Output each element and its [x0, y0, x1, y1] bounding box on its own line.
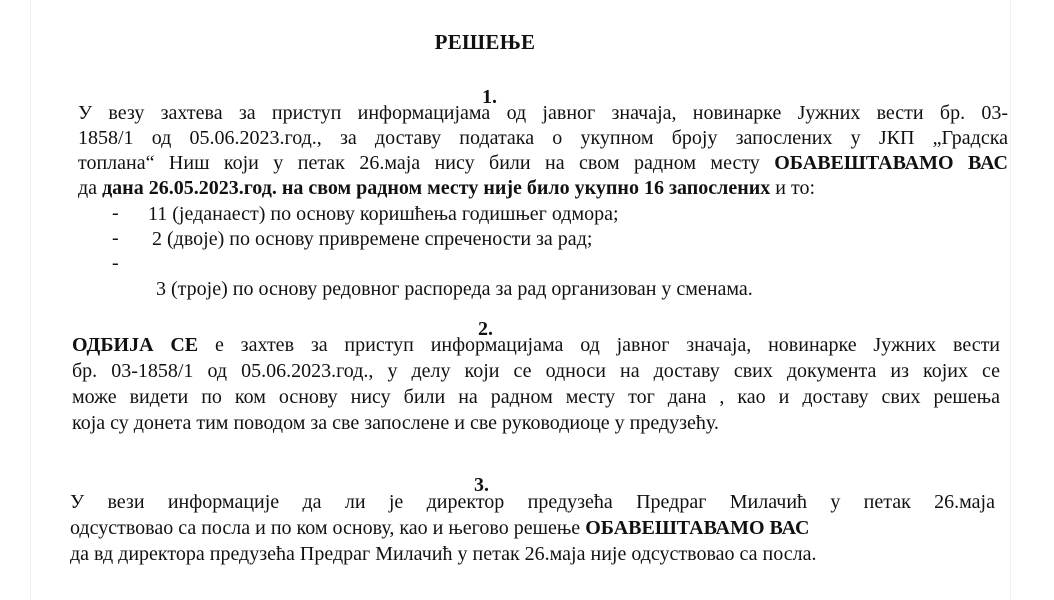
scan-edge-right	[1010, 0, 1011, 600]
bullet-item-3: 3 (троје) по основу редовног распореда за рад организован у сменама.	[156, 278, 753, 300]
section-1-line-3: топлана“ Ниш који у петак 26.маја нису били на свом радном месту ОБАВЕШТАВАМО ВАС	[78, 152, 1008, 174]
scan-edge-left	[30, 0, 31, 600]
section-2-line-1: ОДБИЈА СЕ е захтев за приступ информацијама од јавног значаја, новинарке Јужних вести	[72, 334, 1001, 356]
section-3-line-2: одсуствовао са посла и по ком основу, као и његово решење ОБАВЕШТАВАМО ВАС	[70, 517, 810, 539]
document-title: РЕШЕЊЕ	[434, 30, 536, 54]
section-3-line-1: У вези информације да ли је директор предузећа Предраг Милачић у петак 26.маја	[70, 491, 995, 513]
section-1-line-2: 1858/1 од 05.06.2023.год., за доставу података о укупном броју запослених у ЈКП „Градска	[78, 127, 1008, 149]
bullet-marker: -	[112, 202, 119, 224]
section-2-number: 2.	[478, 318, 493, 340]
bullet-marker: -	[112, 252, 119, 274]
bullet-item-2: 2 (двоје) по основу привремене спречености за рад;	[152, 228, 593, 250]
section-1-line-1: У везу захтева за приступ информацијама од јавног значаја, новинарке Јужних вести бр. 03-	[78, 102, 1008, 124]
section-1-number: 1.	[482, 86, 497, 108]
section-3-number: 3.	[474, 474, 489, 496]
section-2-line-3: може видети по ком основу нису били на радном месту тог дана , као и доставу свих решења	[72, 386, 1000, 408]
section-3-line-3: да вд директора предузећа Предраг Милачић у петак 26.маја није одсуствовао са посла.	[70, 543, 817, 565]
section-1-line-4: да дана 26.05.2023.год. на свом радном месту није било укупно 16 запослених и то:	[78, 177, 816, 199]
section-2-line-4: која су донета тим поводом за све запослене и све руководиоце у предузећу.	[72, 412, 719, 434]
section-2-line-2: бр. 03-1858/1 од 05.06.2023.год., у делу који се односи на доставу свих документа из којих се	[72, 360, 1000, 382]
bullet-item-1: 11 (једанаест) по основу коришћења годишњег одмора;	[148, 203, 619, 225]
bullet-marker: -	[112, 227, 119, 249]
